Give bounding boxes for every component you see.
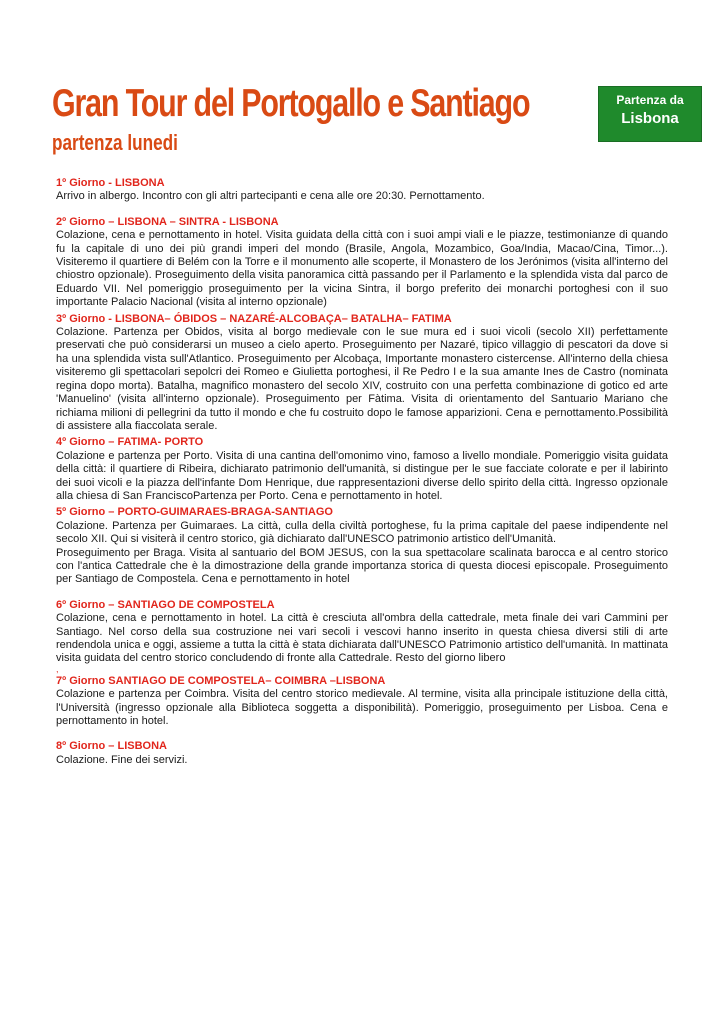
day-description: Arrivo in albergo. Incontro con gli altri partecipanti e cena alle ore 20:30. Pernottamento. — [56, 190, 485, 203]
day-6 — [56, 599, 668, 672]
departure-badge — [598, 86, 702, 142]
day-1 — [56, 177, 668, 204]
day-4 — [56, 436, 668, 503]
day-description: Colazione. Fine dei servizi. — [56, 753, 188, 766]
day-description: Colazione e partenza per Porto. Visita di una cantina dell'omonimo vino, famoso a livello mondiale. Pomeriggio visita guidata della città: il quartiere di Ribeira, dichiarato patrimonio dell'umanità, si distingue per le sue facciate colorate e per il labirinto dei suoi vicoli e la piazza dell'infante Dom Henrique, due rappresentazioni diverse dello spirito della città. Ingresso opzionale alla chiesa di San FranciscoPartenza per Porto. Cena e pernottamento in hotel. — [56, 449, 668, 502]
day-title: 7º Giorno SANTIAGO DE COMPOSTELA– COIMBRA –LISBONA — [56, 674, 386, 687]
day-7 — [56, 675, 668, 729]
day-8 — [56, 740, 668, 767]
day-2 — [56, 216, 668, 310]
day-3 — [56, 313, 668, 434]
page-subtitle: partenza lunedi — [52, 130, 178, 155]
day-title: 3º Giorno - LISBONA– ÓBIDOS – NAZARÉ-ALCOBAÇA– BATALHA– FATIMA — [56, 312, 452, 325]
day-description: Colazione, cena e pernottamento in hotel. Visita guidata della città con i suoi ampi viali e le piazze, testimonianze di quando fu la capitale di uno dei più grandi imperi del mondo (Brasile, Angola, Mozambico, Goa/India, Macao/Cina, Timor...). Visiteremo il quartiere di Belém con la Torre e il monumento alle scoperte, il Monastero de los Jerónimos (visita all'interno del chiostro opzionale). Proseguimento della visita panoramica città passando per il Parlamento e la splendida vista dal parco de Eduardo VII. Nel pomeriggio proseguimento per la vicina Sintra, il borgo preferito dei monarchi portoghesi con il suo importante Palacio Nacional (visita al interno opzionale) — [56, 229, 668, 309]
day-description-continued: Proseguimento per Braga. Visita al santuario del BOM JESUS, con la sua spettacolare scalinata barocca e al centro storico con l'antica Cattedrale che è la dimostrazione della grande importanza storica di questa diocesi episcopale. Proseguimento per Santiago de Compostela. Cena e pernottamento in hotel — [56, 546, 668, 586]
badge-label: Partenza da — [616, 93, 684, 107]
itinerary — [56, 177, 668, 779]
stray-mark: , — [56, 663, 59, 674]
day-description: Colazione, cena e pernottamento in hotel. La città è cresciuta all'ombra della cattedrale, meta finale dei vari Cammini per Santiago. Nel corso della sua costruzione nei vari secoli i vescovi hanno inserito in questa chiesa diversi stili di arte rendendola unica e oggi, assieme a tutta la città è stata dichiarata dall'UNESCO Patrimonio artistico dell'umanità. In mattinata visita guidata del centro storico concludendo di fronte alla Cattedrale. Resto del giorno libero — [56, 612, 668, 665]
day-5 — [56, 506, 668, 586]
day-title: 5º Giorno – PORTO-GUIMARAES-BRAGA-SANTIAGO — [56, 506, 333, 519]
day-description: Colazione. Partenza per Guimaraes. La città, culla della civiltà portoghese, fu la prima capitale del paese indipendente nel secolo XII. Qui si visiterà il centro storico, già dichiarato dall'UNESCO patrimonio artistico dell'Umanità. — [56, 519, 668, 546]
day-title: 1º Giorno - LISBONA — [56, 177, 165, 189]
day-title: 2º Giorno – LISBONA – SINTRA - LISBONA — [56, 215, 279, 228]
day-description: Colazione e partenza per Coimbra. Visita del centro storico medievale. Al termine, visita alla principale istituzione della città, l'Università (ingresso opzionale alla Biblioteca soggetta a disponibilità). Pomeriggio, proseguimento per Lisboa. Cena e pernottamento in hotel. — [56, 688, 668, 728]
day-title: 8º Giorno – LISBONA — [56, 740, 167, 753]
day-title: 6º Giorno – SANTIAGO DE COMPOSTELA — [56, 598, 275, 611]
badge-city: Lisbona — [621, 110, 679, 127]
page-title: Gran Tour del Portogallo e Santiago — [52, 82, 530, 125]
day-title: 4º Giorno – FATIMA- PORTO — [56, 436, 204, 449]
day-description: Colazione. Partenza per Obidos, visita al borgo medievale con le sue mura ed i suoi vicoli (secolo XII) perfettamente preservati che può considerarsi un museo a cielo aperto. Proseguimento per Nazaré, tipico villaggio di pescatori da dove si ha una splendida vista sull'Atlantico. Proseguimento per Alcobaça, Importante monastero cistercense. All'interno della chiesa visiteremo gli spettacolari sepolcri dei Romeo e Giulietta portoghesi, il Re Pedro I e la sua amante Ines de Castro (nominata regina dopo morta). Batalha, magnifico monastero del secolo XIV, costruito con una perfetta combinazione di gotico ed arte 'Manuelino' (visita all'interno opzionale). Proseguimento per Fàtima. Visita di orientamento del Santuario Mariano che richiama milioni di pellegrini da tutto il mondo e che fu costruito dopo le famose apparizioni. Cena e pernottamento.Possibilità di assistere alla fiaccolata serale. — [56, 326, 668, 432]
